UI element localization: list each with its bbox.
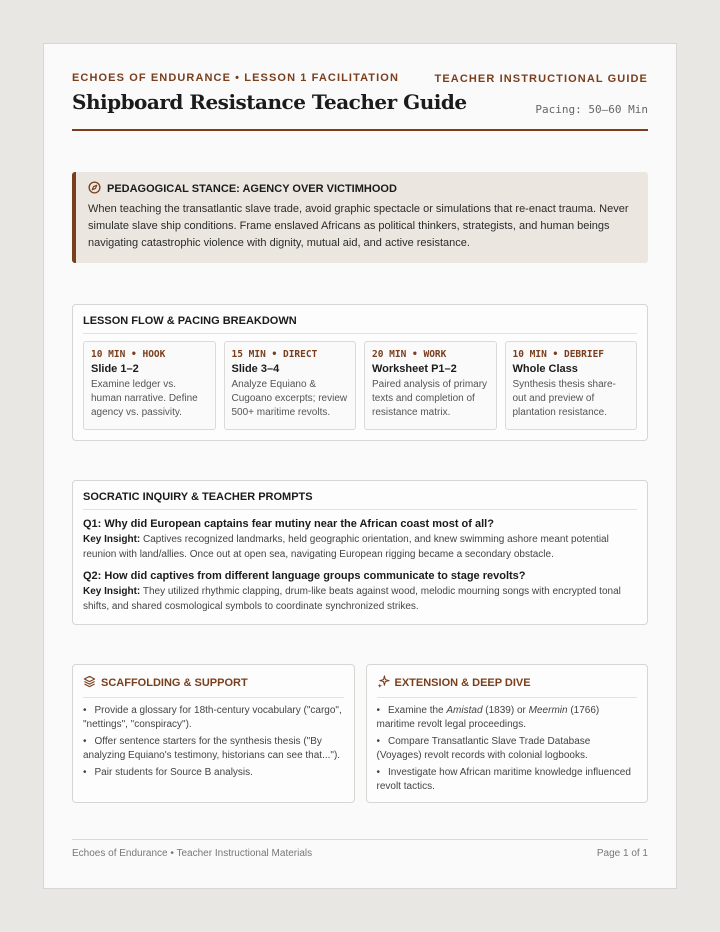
socratic-inquiry-card: [72, 480, 648, 625]
key-insight-label: Key Insight:: [83, 534, 141, 545]
layers-icon: [83, 675, 96, 691]
scaffolding-title: [83, 675, 344, 698]
flow-step-desc: Analyze Equiano & Cugoano excerpts; review 500+ maritime revolts.: [231, 379, 348, 418]
pacing-label: Pacing: 50–60 Min: [535, 103, 648, 116]
guide-type-label: TEACHER INSTRUCTIONAL GUIDE: [434, 73, 648, 85]
page-header: [72, 44, 648, 131]
list-item: • Compare Transatlantic Slave Trade Database (Voyages) revolt records with colonial logbooks.: [376, 736, 591, 761]
flow-step-desc: Paired analysis of primary texts and completion of resistance matrix.: [372, 379, 488, 418]
inquiry-answer: [83, 584, 637, 614]
flow-step-tag: 15 MIN • DIRECT: [231, 349, 318, 360]
flow-step-name: Whole Class: [512, 363, 578, 375]
flow-step-name: Worksheet P1–2: [372, 363, 457, 375]
sparkles-icon: [377, 675, 390, 691]
ship-name: Amistad: [446, 705, 483, 716]
stance-body: When teaching the transatlantic slave trade, avoid graphic spectacle or simulations that re-enact trauma. Never simulate slave ship conditions. Frame enslaved Africans as political thinkers, strategists, and human beings navigating catastrophic violence with dignity, mutual aid, and active resistance.: [88, 203, 629, 249]
stance-heading-text: PEDAGOGICAL STANCE: AGENCY OVER VICTIMHOOD: [107, 183, 397, 195]
flow-step-tag: 20 MIN • WORK: [372, 349, 447, 360]
page-footer: [72, 839, 648, 859]
key-insight-label: Key Insight:: [83, 586, 141, 597]
extension-title-text: EXTENSION & DEEP DIVE: [394, 677, 531, 689]
flow-step-name: Slide 3–4: [231, 363, 280, 375]
list-item: • Pair students for Source B analysis.: [83, 767, 253, 778]
flow-step-tag: 10 MIN • DEBRIEF: [512, 349, 605, 360]
stance-heading: [88, 181, 634, 197]
lesson-eyebrow: ECHOES OF ENDURANCE • LESSON 1 FACILITATION: [72, 72, 399, 84]
scaffolding-card: [72, 664, 355, 803]
flow-step-work: [364, 341, 497, 430]
inquiry-title: SOCRATIC INQUIRY & TEACHER PROMPTS: [83, 491, 637, 510]
key-insight-text: Captives recognized landmarks, held geographic orientation, and knew swimming ashore meant potential reunion with land/allies. Once out at open sea, navigating European rigging became a secondary obstacle.: [83, 534, 609, 560]
lesson-flow-card: [72, 304, 648, 441]
list-item: • Offer sentence starters for the synthesis thesis ("By analyzing Equiano's testimony, historians can see that...").: [83, 736, 341, 761]
support-columns: [72, 664, 648, 803]
footer-source: Echoes of Endurance • Teacher Instructional Materials: [72, 848, 313, 859]
pedagogical-stance-callout: [72, 172, 648, 263]
lesson-flow-grid: [83, 341, 637, 430]
ship-name: Meermin: [528, 705, 568, 716]
inquiry-answer: [83, 532, 637, 562]
scaffolding-list: [83, 704, 344, 780]
inquiry-question: Q1: Why did European captains fear mutiny near the African coast most of all?: [83, 518, 494, 530]
list-item: • Provide a glossary for 18th-century vocabulary ("cargo", "nettings", "conspiracy").: [83, 705, 342, 730]
flow-step-name: Slide 1–2: [91, 363, 139, 375]
page-title: Shipboard Resistance Teacher Guide: [72, 90, 467, 114]
scaffolding-title-text: SCAFFOLDING & SUPPORT: [101, 677, 248, 689]
extension-list: [377, 704, 638, 794]
flow-step-desc: Synthesis thesis share-out and preview of plantation resistance.: [512, 379, 616, 418]
list-item: • Examine the Amistad (1839) or Meermin (1766) maritime revolt legal proceedings.: [376, 705, 600, 730]
flow-step-debrief: [505, 341, 638, 430]
flow-step-hook: [83, 341, 216, 430]
flow-step-direct: [224, 341, 357, 430]
lesson-flow-title: LESSON FLOW & PACING BREAKDOWN: [83, 315, 637, 334]
key-insight-text: They utilized rhythmic clapping, drum-like beats against wood, melodic mourning songs with encrypted tonal shifts, and shared cosmological symbols to coordinate synchronized strikes.: [83, 586, 621, 612]
flow-step-desc: Examine ledger vs. human narrative. Define agency vs. passivity.: [91, 379, 198, 418]
inquiry-question: Q2: How did captives from different language groups communicate to stage revolts?: [83, 570, 526, 582]
extension-title: [377, 675, 638, 698]
document-page: [43, 43, 677, 889]
compass-icon: [88, 181, 101, 197]
extension-card: [366, 664, 649, 803]
flow-step-tag: 10 MIN • HOOK: [91, 349, 166, 360]
page-number: Page 1 of 1: [596, 848, 648, 859]
list-item: • Investigate how African maritime knowledge influenced revolt tactics.: [376, 767, 631, 792]
